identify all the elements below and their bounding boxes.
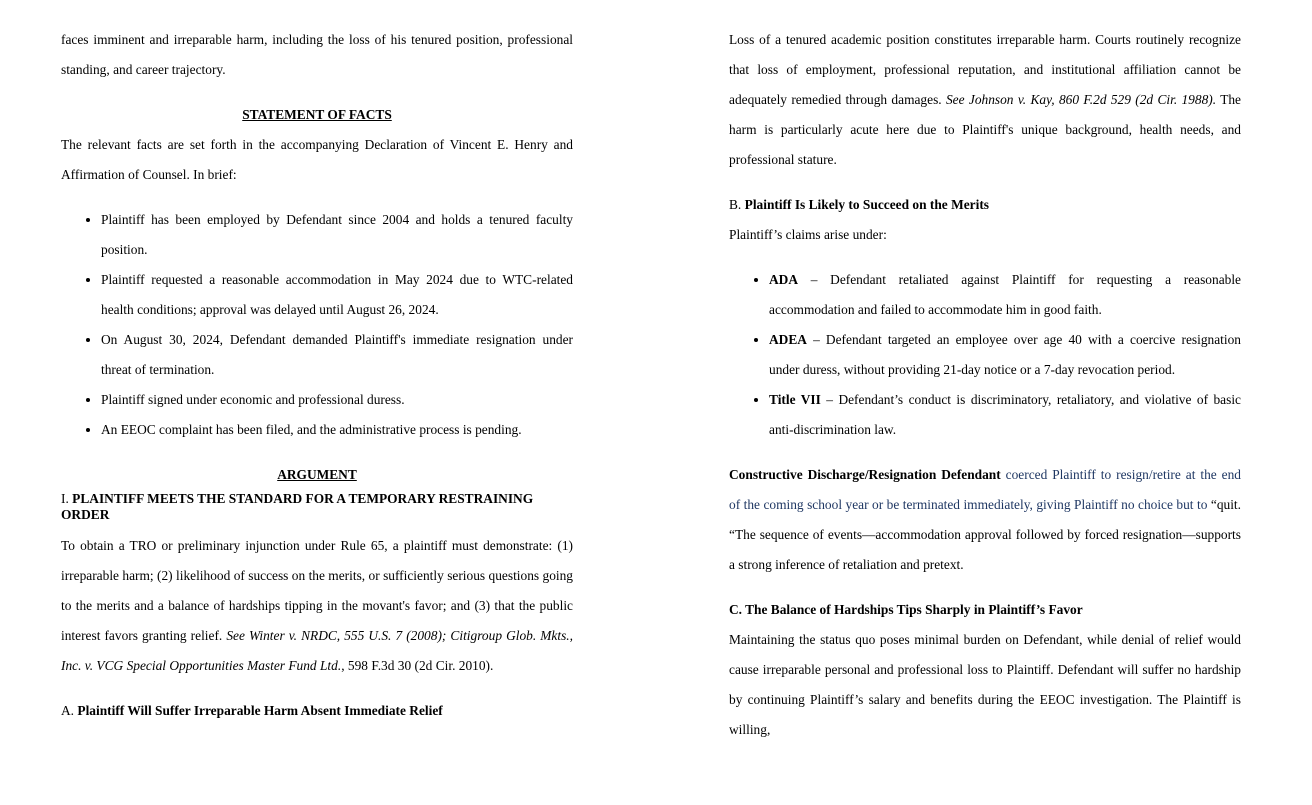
- harm-citation: See Johnson v. Kay, 860 F.2d 529 (2d Cir. 1988).: [945, 92, 1217, 107]
- argument-heading: ARGUMENT: [277, 467, 357, 482]
- section-1-title: [61, 491, 573, 523]
- facts-intro: The relevant facts are set forth in the accompanying Declaration of Vincent E. Henry and Affirmation of Counsel. In brief:: [61, 137, 573, 182]
- harm-text: Loss of a tenured academic position constitutes irreparable harm. Courts routinely recognize that loss of employment, professional reputation, and institutional affiliation cannot be adequately remedied through damages.: [729, 32, 1241, 107]
- constructive-discharge-lead: Constructive Discharge/Resignation Defendant: [729, 467, 1001, 482]
- section-a-prefix: A.: [61, 703, 75, 718]
- facts-list: [61, 205, 573, 445]
- section-a-title: [61, 696, 573, 726]
- list-item: • Plaintiff has been employed by Defendant since 2004 and holds a tenured faculty position.: [101, 205, 573, 265]
- claim-text: – Defendant’s conduct is discriminatory, retaliatory, and violative of basic anti-discrimination law.: [769, 392, 1241, 437]
- hardship-paragraph: Maintaining the status quo poses minimal burden on Defendant, while denial of relief would cause irreparable personal and professional loss to Plaintiff. Defendant will suffer no hardship by continuing Plaintiff’s salary and benefits during the EEOC investigation. The Plaintiff is willing,: [729, 632, 1241, 737]
- left-column: [61, 25, 573, 726]
- list-item: • Plaintiff requested a reasonable accommodation in May 2024 due to WTC-related health conditions; approval was delayed until August 26, 2024.: [101, 265, 573, 325]
- list-item: [769, 325, 1241, 385]
- list-item: • Plaintiff signed under economic and professional duress.: [101, 385, 573, 415]
- section-c-title: C. The Balance of Hardships Tips Sharply in Plaintiff’s Favor: [729, 602, 1083, 617]
- claim-term: Title VII: [769, 392, 821, 407]
- standard-citation: See Winter v. NRDC, 555 U.S. 7 (2008); Citigroup Glob. Mkts., Inc. v. VCG Special Opportunities Master Fund Ltd.: [61, 628, 573, 673]
- constructive-discharge-highlight: coerced Plaintiff to resign/retire at the end of the coming school year or be terminated immediately, giving Plaintiff no choice but to: [729, 467, 1241, 512]
- claim-text: – Defendant targeted an employee over age 40 with a coercive resignation under duress, without providing 21-day notice or a 7-day revocation period.: [769, 332, 1241, 377]
- standard-text: To obtain a TRO or preliminary injunction under Rule 65, a plaintiff must demonstrate: (1) irreparable harm; (2) likelihood of success on the merits, or sufficiently serious questions going to the merits and a balance of hardships tipping in the movant's favor; and (3) that the public interest favors granting relief.: [61, 538, 573, 643]
- constructive-discharge-paragraph: [729, 460, 1241, 580]
- harm-text-2: The harm is particularly acute here due to Plaintiff's unique background, health needs, and professional stature.: [729, 92, 1242, 167]
- harm-paragraph: [729, 25, 1241, 175]
- list-item: • On August 30, 2024, Defendant demanded Plaintiff's immediate resignation under threat of termination.: [101, 325, 573, 385]
- claim-term: ADEA: [769, 332, 807, 347]
- standard-paragraph: [61, 531, 573, 681]
- section-b-heading: Plaintiff Is Likely to Succeed on the Merits: [744, 197, 989, 212]
- list-item: [769, 385, 1241, 445]
- right-column: [729, 25, 1241, 745]
- section-b-prefix: B.: [729, 197, 742, 212]
- claim-term: ADA: [769, 272, 799, 287]
- section-1-prefix: I.: [61, 491, 69, 506]
- section-a-heading: Plaintiff Will Suffer Irreparable Harm Absent Immediate Relief: [77, 703, 443, 718]
- claims-list: [729, 265, 1241, 445]
- facts-heading: STATEMENT OF FACTS: [242, 107, 392, 122]
- list-item: [769, 265, 1241, 325]
- claims-intro: Plaintiff’s claims arise under:: [729, 227, 887, 242]
- section-b-title: [729, 190, 1241, 220]
- constructive-discharge-rest: “quit. “The sequence of events—accommodation approval followed by forced resignation—supports a strong inference of retaliation and pretext.: [729, 497, 1241, 572]
- claim-text: – Defendant retaliated against Plaintiff for requesting a reasonable accommodation and failed to accommodate him in good faith.: [769, 272, 1241, 317]
- intro-continuation: faces imminent and irreparable harm, including the loss of his tenured position, professional standing, and career trajectory.: [61, 32, 573, 77]
- list-item: • An EEOC complaint has been filed, and the administrative process is pending.: [101, 415, 573, 445]
- standard-citation-rest: , 598 F.3d 30 (2d Cir. 2010).: [341, 658, 494, 673]
- section-1-heading: PLAINTIFF MEETS THE STANDARD FOR A TEMPORARY RESTRAINING ORDER: [61, 491, 534, 522]
